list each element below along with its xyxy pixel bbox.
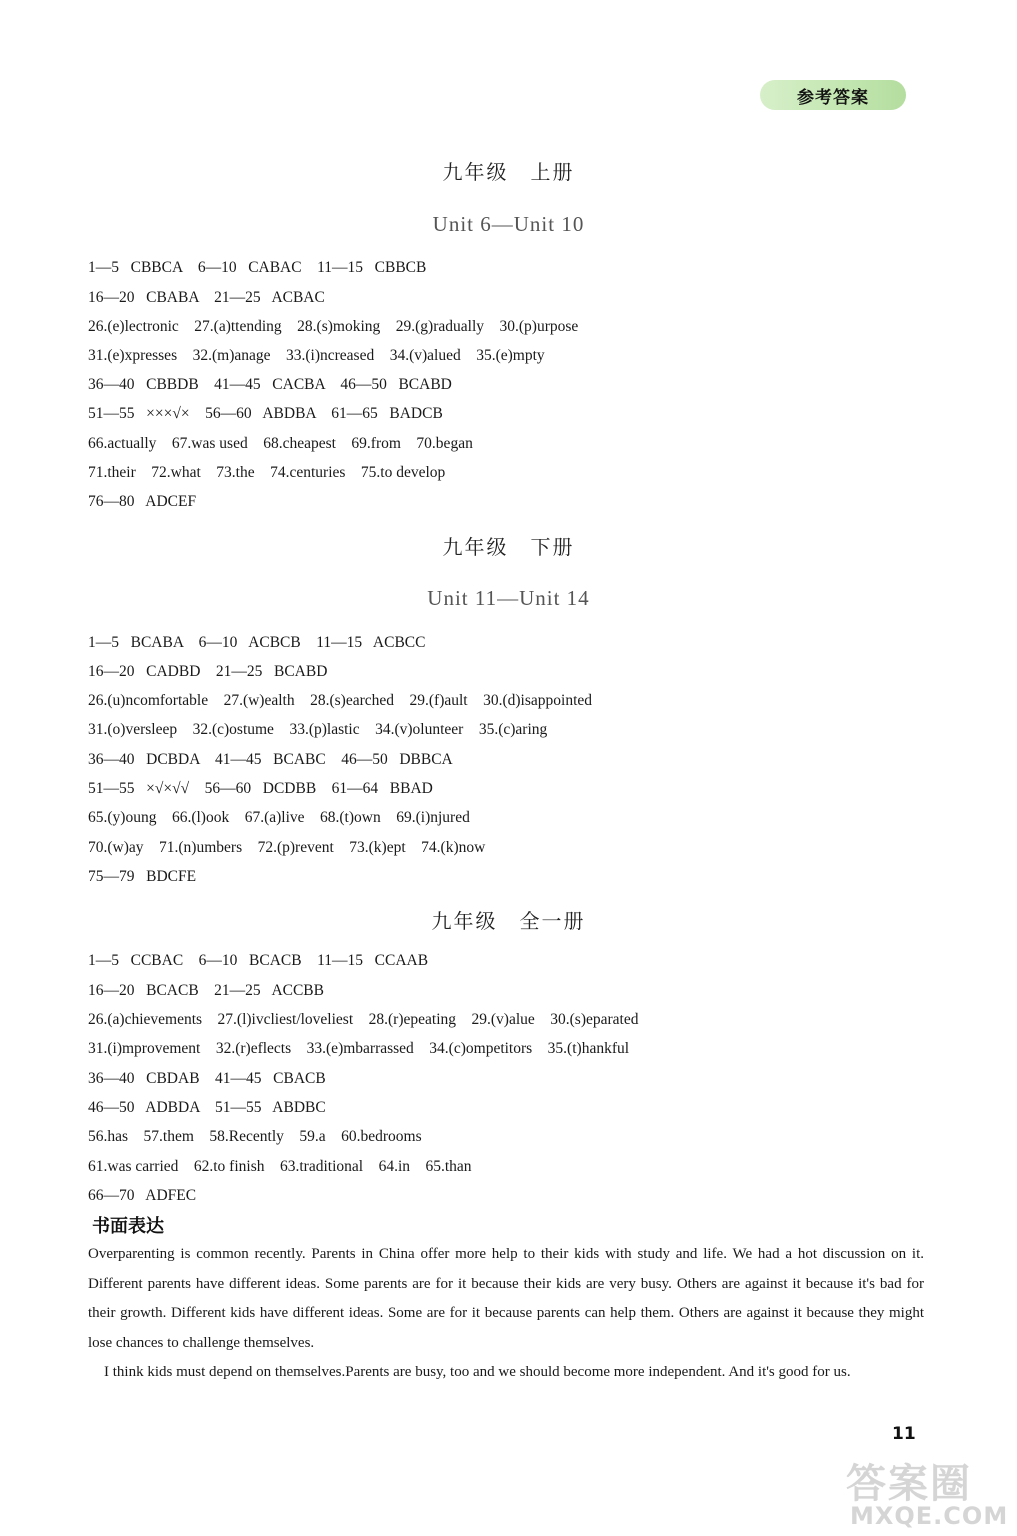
answer-line: 36—40 DCBDA 41—45 BCABC 46—50 DBBCA [88, 751, 453, 768]
answer-line: 16—20 BCACB 21—25 ACCBB [88, 982, 324, 999]
answer-line: 26.(e)lectronic 27.(a)ttending 28.(s)moking 29.(g)radually 30.(p)urpose [88, 318, 579, 335]
essay-paragraph: I think kids must depend on themselves.Parents are busy, too and we should become more independent. And it's good for us. [104, 1364, 851, 1380]
answer-line: 66—70 ADFEC [88, 1187, 197, 1204]
answer-line: 75—79 BDCFE [88, 868, 197, 885]
answer-line: 36—40 CBBDB 41—45 CACBA 46—50 BCABD [88, 376, 452, 393]
answer-line: 36—40 CBDAB 41—45 CBACB [88, 1070, 326, 1087]
watermark-logo-text: 答案圈 [846, 1461, 972, 1507]
answer-line: 1—5 CCBAC 6—10 BCACB 11—15 CCAAB [88, 952, 429, 969]
answer-line: 56.has 57.them 58.Recently 59.a 60.bedrooms [88, 1128, 422, 1145]
answer-line: 46—50 ADBDA 51—55 ABDBC [88, 1099, 326, 1116]
answer-line: 65.(y)oung 66.(l)ook 67.(a)live 68.(t)own 69.(i)njured [88, 809, 470, 826]
answer-line: 31.(o)versleep 32.(c)ostume 33.(p)lastic 34.(v)olunteer 35.(c)aring [88, 721, 548, 738]
page-number: 11 [892, 1424, 916, 1444]
answer-line: 26.(a)chievements 27.(l)ivcliest/loveliest 28.(r)epeating 29.(v)alue 30.(s)eparated [88, 1011, 639, 1028]
section-title-grade9-vol1: 九年级 上册 [442, 160, 575, 184]
essay-body [88, 1240, 924, 1388]
unit-range-6-10: Unit 6—Unit 10 [432, 212, 585, 236]
answer-line: 71.their 72.what 73.the 74.centuries 75.to develop [88, 464, 446, 481]
answer-line: 16—20 CBABA 21—25 ACBAC [88, 289, 325, 306]
section-title-grade9-full: 九年级 全一册 [431, 909, 586, 933]
section-title-grade9-vol2: 九年级 下册 [442, 535, 575, 559]
answer-line: 61.was carried 62.to finish 63.traditional 64.in 65.than [88, 1158, 472, 1175]
answer-line: 66.actually 67.was used 68.cheapest 69.from 70.began [88, 435, 473, 452]
answer-line: 76—80 ADCEF [88, 493, 197, 510]
unit-range-11-14: Unit 11—Unit 14 [427, 586, 590, 610]
answer-line: 31.(i)mprovement 32.(r)eflects 33.(e)mbarrassed 34.(c)ompetitors 35.(t)hankful [88, 1040, 630, 1057]
watermark-url: MXQE.COM [850, 1502, 1009, 1530]
answer-line: 1—5 BCABA 6—10 ACBCB 11—15 ACBCC [88, 634, 426, 651]
answer-line: 16—20 CADBD 21—25 BCABD [88, 663, 328, 680]
essay-title: 书面表达 [92, 1216, 164, 1237]
answer-line: 51—55 ×√×√√ 56—60 DCDBB 61—64 BBAD [88, 780, 433, 797]
essay-paragraph: Overparenting is common recently. Parents in China offer more help to their kids with study and life. We had a hot discussion on it. Different parents have different ideas. Some parents are for it because their kids are very busy. Others are against it because it's bad for their growth. Different kids have different ideas. Some are for it because parents can help them. Others are against it because they might lose chances to challenge themselves. [88, 1246, 924, 1351]
answer-line: 31.(e)xpresses 32.(m)anage 33.(i)ncreased 34.(v)alued 35.(e)mpty [88, 347, 545, 364]
answer-line: 51—55 ×××√× 56—60 ABDBA 61—65 BADCB [88, 405, 443, 422]
answer-line: 1—5 CBBCA 6—10 CABAC 11—15 CBBCB [88, 259, 427, 276]
answer-line: 70.(w)ay 71.(n)umbers 72.(p)revent 73.(k)ept 74.(k)now [88, 839, 486, 856]
site-watermark [836, 1452, 1014, 1532]
answer-line: 26.(u)ncomfortable 27.(w)ealth 28.(s)earched 29.(f)ault 30.(d)isappointed [88, 692, 593, 709]
answer-key-badge: 参考答案 [760, 80, 906, 110]
